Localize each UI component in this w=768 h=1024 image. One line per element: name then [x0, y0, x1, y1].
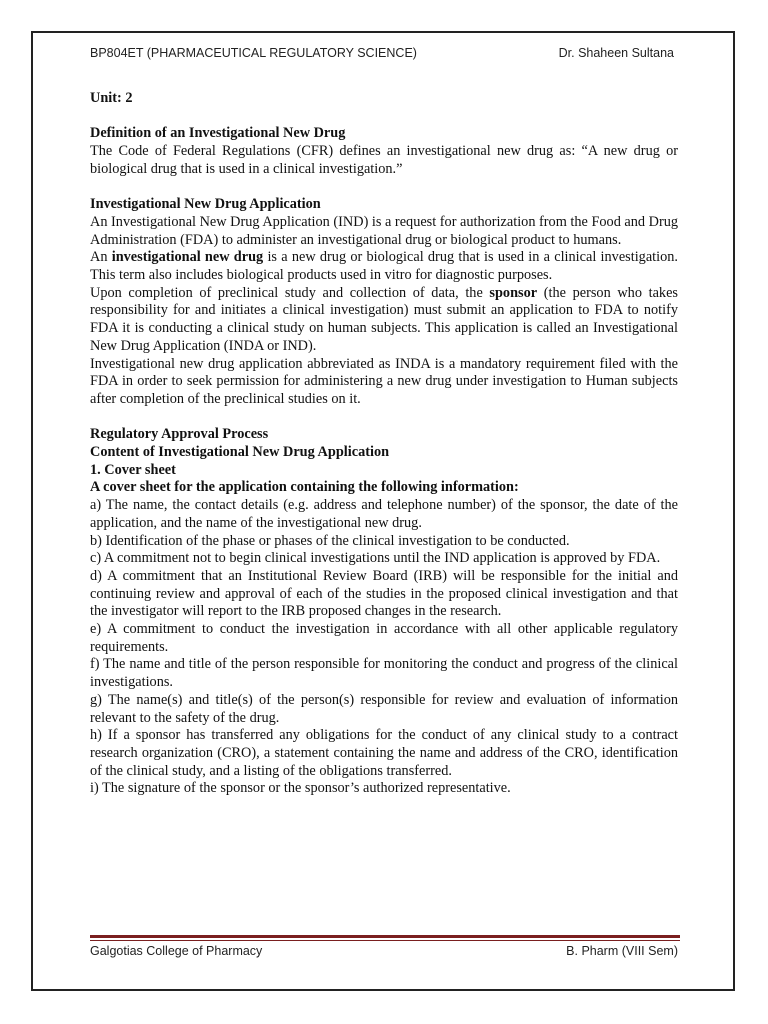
- spacer: [90, 108, 678, 126]
- author-name: Dr. Shaheen Sultana: [558, 46, 674, 60]
- ind-paragraph-2: [90, 249, 678, 284]
- ind-p2-bold: investigational new drug: [111, 249, 264, 266]
- college-name: Galgotias College of Pharmacy: [90, 944, 263, 958]
- course-code: BP804ET (PHARMACEUTICAL REGULATORY SCIENCE): [90, 46, 417, 60]
- unit-title: Unit: 2: [90, 90, 133, 106]
- footer-rule-thin: [90, 940, 680, 941]
- list-item-i: i) The signature of the sponsor or the sponsor’s authorized representative.: [90, 780, 511, 797]
- list-item-f: f) The name and title of the person responsible for monitoring the conduct and progress of the clinical investigations.: [90, 656, 678, 691]
- list-item-g: g) The name(s) and title(s) of the person(s) responsible for review and evaluation of information relevant to the safety of the drug.: [90, 691, 678, 726]
- ind-p2-prefix: An: [90, 249, 112, 266]
- ind-p3-rest: (the person who takes responsibility for and initiates a clinical investigation) must submit an application to FDA to notify FDA it is conducting a clinical study on human subjects. This application is called an Investigational New Drug Application (INDA or IND).: [90, 284, 678, 354]
- ind-p2-rest: is a new drug or biological drug that is used in a clinical investigation. This term also includes biological products used in vitro for diagnostic purposes.: [90, 249, 678, 283]
- program-name: B. Pharm (VIII Sem): [566, 944, 678, 958]
- spacer: [90, 179, 678, 197]
- ind-paragraph-1: An Investigational New Drug Application (IND) is a request for authorization from the Food and Drug Administration (FDA) to administer an investigational drug or biological product to humans.: [90, 213, 679, 248]
- list-item-d: d) A commitment that an Institutional Review Board (IRB) will be responsible for the initial and continuing review and approval of each of the studies in the proposed clinical investigation and that the investigator will report to the IRB proposed changes in the research.: [90, 567, 678, 620]
- content-heading: Content of Investigational New Drug Application: [90, 444, 390, 461]
- page-header: [90, 46, 678, 66]
- ind-p3-prefix: Upon completion of preclinical study and collection of data, the: [90, 284, 490, 301]
- list-item-c: c) A commitment not to begin clinical investigations until the IND application is approved by FDA.: [90, 550, 661, 567]
- document-body: [90, 90, 678, 798]
- footer-rule-thick: [90, 935, 680, 938]
- list-item-b: b) Identification of the phase or phases of the clinical investigation to be conducted.: [90, 532, 570, 549]
- ind-heading: Investigational New Drug Application: [90, 196, 321, 213]
- cover-sheet-intro: A cover sheet for the application containing the following information:: [90, 479, 519, 496]
- page-footer: [90, 944, 680, 964]
- list-item-e: e) A commitment to conduct the investigation in accordance with all other applicable regulatory requirements.: [90, 621, 678, 655]
- regulatory-heading: Regulatory Approval Process: [90, 426, 269, 443]
- ind-p3-bold: sponsor: [489, 284, 538, 301]
- spacer: [90, 409, 678, 427]
- cover-sheet-heading: 1. Cover sheet: [90, 461, 176, 478]
- definition-heading: Definition of an Investigational New Drug: [90, 125, 346, 142]
- ind-paragraph-3: [90, 285, 678, 356]
- list-item-h: h) If a sponsor has transferred any obligations for the conduct of any clinical study to a contract research organization (CRO), a statement containing the name and address of the CRO, identification of the clinical study, and a listing of the obligations transferred.: [90, 727, 678, 779]
- list-item-a: a) The name, the contact details (e.g. address and telephone number) of the sponsor, the date of the application, and the name of the investigational new drug.: [90, 497, 678, 531]
- definition-text: The Code of Federal Regulations (CFR) defines an investigational new drug as: “A new drug or biological drug that is used in a clinical investigation.”: [90, 143, 678, 177]
- ind-paragraph-4: Investigational new drug application abbreviated as INDA is a mandatory requirement filed with the FDA in order to seek permission for administering a new drug under investigation to Human subjects after completion of the preclinical studies on it.: [90, 355, 678, 407]
